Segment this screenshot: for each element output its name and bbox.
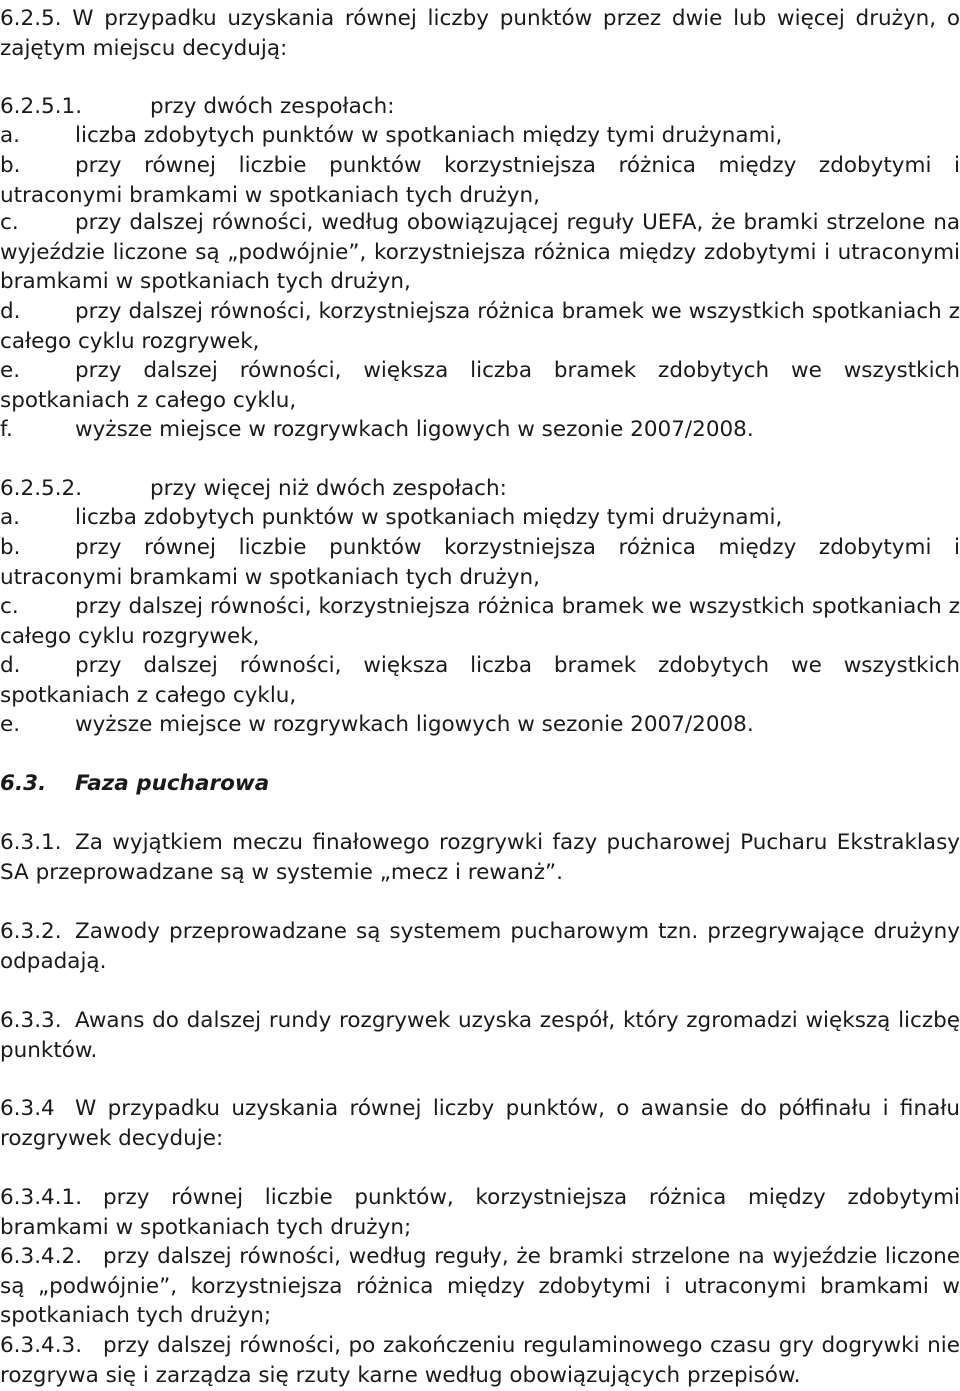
list-text: przy dalszej równości, według obowiązującej reguły UEFA, że bramki strzelone na wyjeździe liczone są „podwójnie”, korzystniejsza różnica między zdobytymi i utraconymi bramkami w spotkaniach tych drużyn, [0, 210, 960, 294]
subsection-title: przy dwóch zespołach: [150, 94, 395, 119]
section-number: 6.3.2. [0, 919, 62, 944]
section-number: 6.3.3. [0, 1008, 62, 1033]
list-letter: a. [0, 123, 21, 148]
paragraph-text: przy dalszej równości, według reguły, że bramki strzelone na wyjeździe liczone są „podwójnie”, korzystniejsza różnica między zdobytymi i utraconymi bramkami w spotkaniach tych drużyn; [0, 1244, 960, 1328]
list-letter: d. [0, 653, 21, 678]
section-heading-6-3 [0, 769, 269, 799]
list-item-6-2-5-1-d [0, 297, 960, 356]
paragraph-6-3-4-2 [0, 1242, 960, 1331]
section-number: 6.3.4 [0, 1096, 55, 1121]
paragraph-6-3-4 [0, 1094, 960, 1153]
paragraph-6-3-3 [0, 1006, 960, 1065]
subsection-title: przy więcej niż dwóch zespołach: [150, 476, 507, 501]
list-text: wyższe miejsce w rozgrywkach ligowych w sezonie 2007/2008. [75, 417, 754, 442]
paragraph-6-2-5 [0, 4, 960, 63]
section-number: 6.2.5.2. [0, 476, 83, 501]
section-number: 6.2.5.1. [0, 94, 83, 119]
list-text: przy dalszej równości, korzystniejsza różnica bramek we wszystkich spotkaniach z całego cyklu rozgrywek, [0, 299, 960, 354]
section-number: 6.3.4.3. [0, 1333, 83, 1358]
list-text: liczba zdobytych punktów w spotkaniach między tymi drużynami, [75, 505, 783, 530]
paragraph-text: W przypadku uzyskania równej liczby punktów, o awansie do półfinału i finału rozgrywek decyduje: [0, 1096, 960, 1151]
list-text: przy dalszej równości, większa liczba bramek zdobytych we wszystkich spotkaniach z całego cyklu, [0, 653, 960, 708]
list-letter: e. [0, 358, 21, 383]
list-item-6-2-5-2-e [0, 710, 960, 740]
section-number: 6.3. [0, 771, 47, 796]
paragraph-text: Awans do dalszej rundy rozgrywek uzyska zespół, który zgromadzi większą liczbę punktów. [0, 1008, 960, 1063]
list-text: liczba zdobytych punktów w spotkaniach między tymi drużynami, [75, 123, 783, 148]
paragraph-6-3-1 [0, 828, 960, 887]
list-text: przy równej liczbie punktów korzystniejsza różnica między zdobytymi i utraconymi bramkami w spotkaniach tych drużyn, [0, 535, 960, 590]
list-letter: c. [0, 594, 19, 619]
paragraph-6-3-2 [0, 917, 960, 976]
list-letter: d. [0, 299, 21, 324]
section-number: 6.3.4.2. [0, 1244, 83, 1269]
subsection-heading-6-2-5-2 [0, 474, 507, 504]
section-number: 6.3.4.1. [0, 1185, 83, 1210]
list-item-6-2-5-2-c [0, 592, 960, 651]
list-letter: f. [0, 417, 13, 442]
paragraph-text: przy dalszej równości, po zakończeniu regulaminowego czasu gry dogrywki nie rozgrywa się i zarządza się rzuty karne według obowiązujących przepisów. [0, 1333, 960, 1388]
subsection-heading-6-2-5-1 [0, 92, 395, 122]
paragraph-text: W przypadku uzyskania równej liczby punktów przez dwie lub więcej drużyn, o zajętym miejscu decydują: [0, 6, 960, 61]
list-text: przy dalszej równości, korzystniejsza różnica bramek we wszystkich spotkaniach z całego cyklu rozgrywek, [0, 594, 960, 649]
list-item-6-2-5-2-b [0, 533, 960, 592]
list-letter: b. [0, 535, 21, 560]
section-number: 6.2.5. [0, 6, 62, 31]
list-text: przy równej liczbie punktów korzystniejsza różnica między zdobytymi i utraconymi bramkami w spotkaniach tych drużyn, [0, 153, 960, 208]
list-text: wyższe miejsce w rozgrywkach ligowych w sezonie 2007/2008. [75, 712, 754, 737]
paragraph-6-3-4-3 [0, 1331, 960, 1390]
list-letter: e. [0, 712, 21, 737]
list-item-6-2-5-2-d [0, 651, 960, 710]
list-text: przy dalszej równości, większa liczba bramek zdobytych we wszystkich spotkaniach z całego cyklu, [0, 358, 960, 413]
section-number: 6.3.1. [0, 830, 62, 855]
paragraph-text: Zawody przeprowadzane są systemem pucharowym tzn. przegrywające drużyny odpadają. [0, 919, 960, 974]
list-item-6-2-5-2-a [0, 503, 960, 533]
list-item-6-2-5-1-b [0, 151, 960, 210]
paragraph-text: Za wyjątkiem meczu finałowego rozgrywki fazy pucharowej Pucharu Ekstraklasy SA przeprowadzane są w systemie „mecz i rewanż”. [0, 830, 960, 885]
list-item-6-2-5-1-c [0, 208, 960, 297]
paragraph-6-3-4-1 [0, 1183, 960, 1242]
list-item-6-2-5-1-a [0, 121, 960, 151]
paragraph-text: przy równej liczbie punktów, korzystniejsza różnica między zdobytymi bramkami w spotkaniach tych drużyn; [0, 1185, 960, 1240]
list-item-6-2-5-1-e [0, 356, 960, 415]
list-letter: a. [0, 505, 21, 530]
list-letter: c. [0, 210, 19, 235]
section-title: Faza pucharowa [75, 771, 270, 796]
list-item-6-2-5-1-f [0, 415, 960, 445]
list-letter: b. [0, 153, 21, 178]
